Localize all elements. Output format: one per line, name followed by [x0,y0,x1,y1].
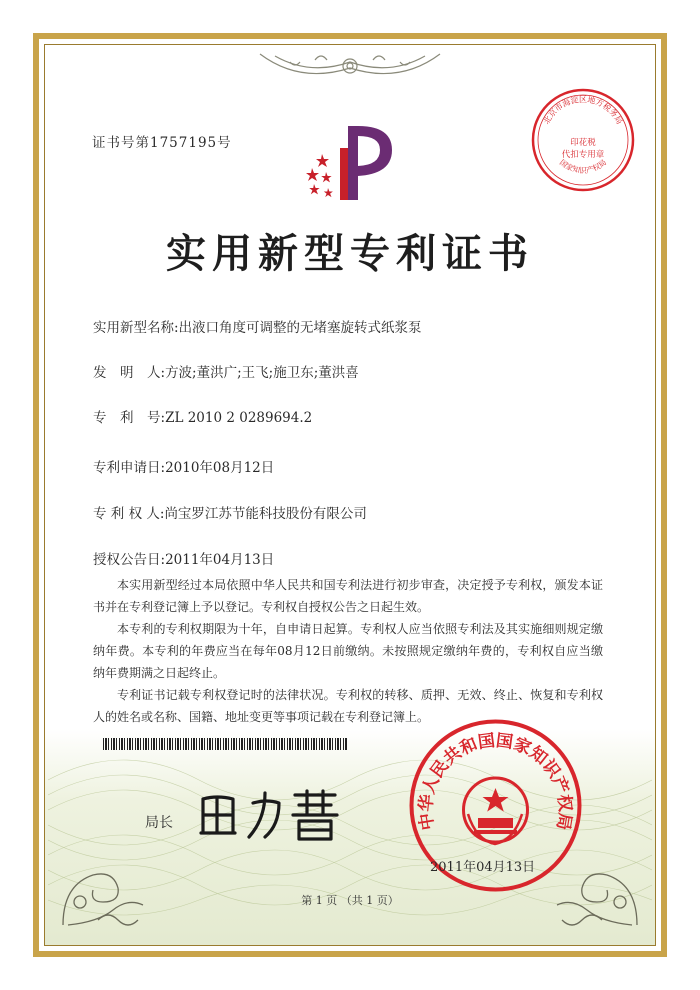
field-label: 实用新型名称: [93,320,179,336]
svg-text:国家知识产权局 [558,158,608,175]
field-application-date [93,456,274,476]
certificate-title: 实用新型专利证书 [166,230,534,277]
field-value: 尚宝罗江苏节能科技股份有限公司 [164,506,367,522]
body-paragraph: 专利证书记载专利权登记时的法律状况。专利权的转移、质押、无效、终止、恢复和专利权人的姓名或名称、国籍、地址变更等事项记载在专利登记簿上。 [93,688,603,724]
field-utility-name [93,316,422,336]
field-label: 专利申请日: [93,460,166,476]
field-value: 出液口角度可调整的无堵塞旋转式纸浆泵 [178,320,422,336]
bottom-left-ornament [58,850,148,930]
small-seal-ring-text: 北京市海淀区地方税务局 [541,95,625,126]
seal-date: 2011年04月13日 [430,860,536,875]
director-signature [195,785,345,845]
body-paragraph: 本专利的专利权期限为十年，自申请日起算。专利权人应当依照专利法及其实施细则规定缴纳年费。本专利的年费应当在每年08月12日前缴纳。未按照规定缴纳年费的，专利权自应当缴纳年费期满之日起终止。 [93,622,603,680]
small-seal-bottom-text: 国家知识产权局 [557,157,609,175]
small-seal-center-2: 代扣专用章 [561,150,605,160]
certificate-body [93,574,603,728]
field-value: ZL 2010 2 0289694.2 [165,410,313,426]
field-label: 授权公告日: [93,552,166,568]
field-label: 专 利 权 人: [93,506,165,522]
field-grant-date [93,548,274,568]
small-seal-center-1: 印花税 [570,138,596,148]
tax-stamp-seal [528,85,638,195]
page-indicator: 第 1 页 （共 1 页） [301,894,399,907]
field-inventors [93,361,359,381]
field-patentee [93,502,367,522]
body-paragraph: 本实用新型经过本局依照中华人民共和国专利法进行初步审查，决定授予专利权，颁发本证书并在专利登记簿上予以登记。专利权自授权公告之日起生效。 [93,578,603,614]
patent-office-logo [300,118,410,208]
top-ornament [255,46,445,86]
director-label: 局长 [145,815,173,831]
national-emblem-icon [464,778,528,844]
field-label: 发 明 人: [93,365,166,381]
field-patent-number [93,406,312,426]
field-label: 专 利 号: [93,410,166,426]
barcode [103,738,348,750]
field-value: 2010年08月12日 [165,460,275,476]
official-seal-text: 中华人民共和国国家知识产权局 [416,730,575,832]
certificate-number: 证书号第1757195号 [92,135,232,151]
field-value: 2011年04月13日 [165,552,275,568]
field-value: 方波;董洪广;王飞;施卫东;董洪喜 [165,365,359,381]
